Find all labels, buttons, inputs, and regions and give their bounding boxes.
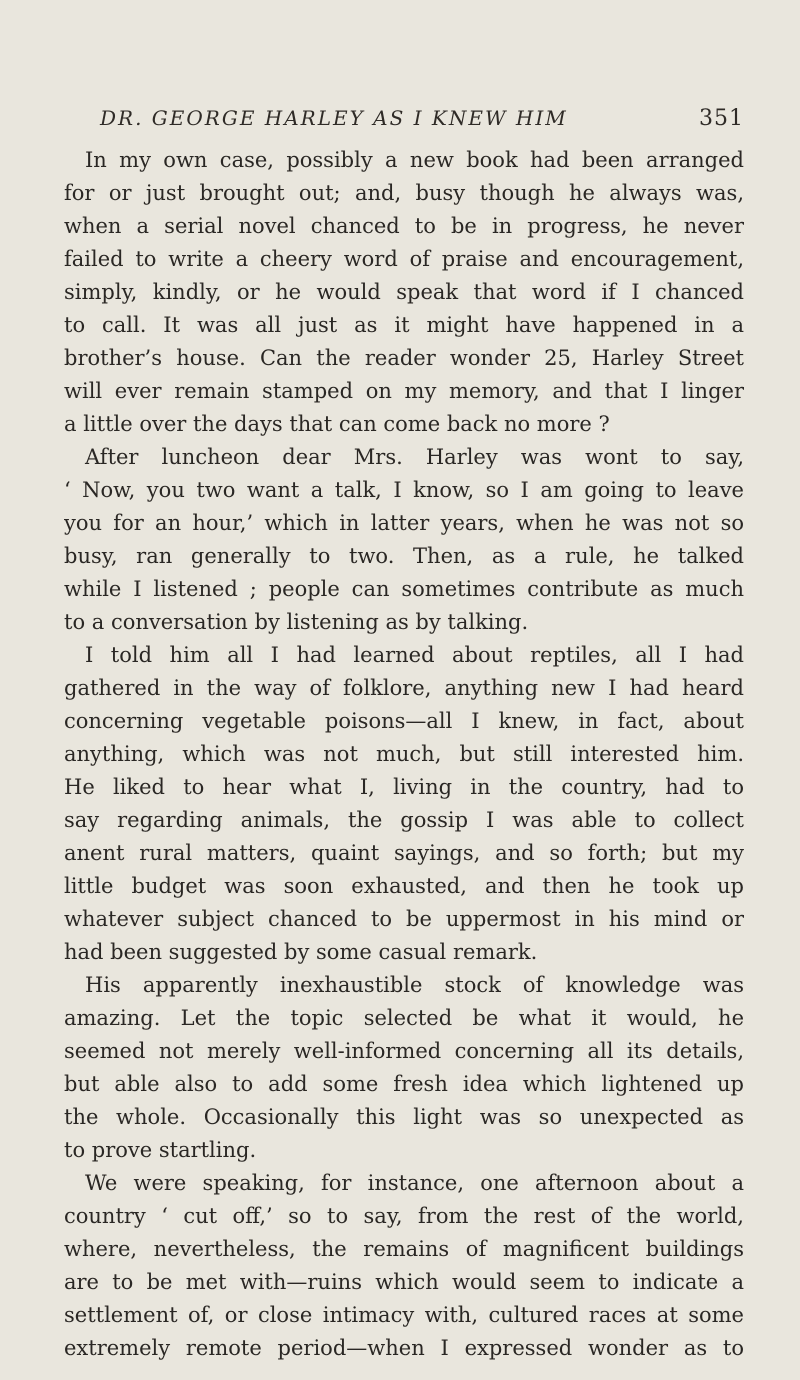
- text-line: little budget was soon exhausted, and then he took up: [64, 874, 744, 898]
- text-line: while I listened ; people can sometimes contribute as much: [64, 577, 744, 601]
- text-line: had been suggested by some casual remark.: [64, 940, 538, 964]
- text-line: you for an hour,’ which in latter years, when he was not so: [64, 511, 744, 535]
- text-line: simply, kindly, or he would speak that word if I chanced: [64, 280, 744, 304]
- running-title: DR. GEORGE HARLEY AS I KNEW HIM: [100, 106, 568, 130]
- text-line: anything, which was not much, but still interested him.: [64, 742, 744, 766]
- text-line: where, nevertheless, the remains of magnificent buildings: [64, 1237, 744, 1261]
- body-text: [64, 144, 744, 1365]
- text-line: settlement of, or close intimacy with, cultured races at some: [64, 1303, 744, 1327]
- text-line: brother’s house. Can the reader wonder 25, Harley Street: [64, 346, 744, 370]
- text-line: In my own case, possibly a new book had been arranged: [85, 148, 744, 172]
- page-number: 351: [699, 106, 744, 131]
- text-line: concerning vegetable poisons—all I knew, in fact, about: [64, 709, 744, 733]
- text-line: He liked to hear what I, living in the country, had to: [64, 775, 744, 799]
- text-line: a little over the days that can come back no more ?: [64, 412, 610, 436]
- text-line: but able also to add some fresh idea which lightened up: [64, 1072, 744, 1096]
- text-line: anent rural matters, quaint sayings, and so forth; but my: [64, 841, 744, 865]
- text-line: failed to write a cheery word of praise and encouragement,: [64, 247, 744, 271]
- text-line: We were speaking, for instance, one afternoon about a: [85, 1171, 744, 1195]
- text-line: After luncheon dear Mrs. Harley was wont to say,: [85, 445, 744, 469]
- text-line: the whole. Occasionally this light was so unexpected as: [64, 1105, 744, 1129]
- running-head: [64, 106, 744, 138]
- text-line: ‘ Now, you two want a talk, I know, so I am going to leave: [64, 478, 744, 502]
- text-line: I told him all I had learned about reptiles, all I had: [85, 643, 744, 667]
- text-line: busy, ran generally to two. Then, as a rule, he talked: [64, 544, 744, 568]
- text-line: to call. It was all just as it might have happened in a: [64, 313, 744, 337]
- text-line: say regarding animals, the gossip I was able to collect: [64, 808, 744, 832]
- text-line: to a conversation by listening as by talking.: [64, 610, 529, 634]
- text-line: when a serial novel chanced to be in progress, he never: [64, 214, 744, 238]
- text-line: extremely remote period—when I expressed wonder as to: [64, 1336, 744, 1360]
- text-line: His apparently inexhaustible stock of knowledge was: [85, 973, 744, 997]
- text-line: country ‘ cut off,’ so to say, from the rest of the world,: [64, 1204, 744, 1228]
- text-line: are to be met with—ruins which would seem to indicate a: [64, 1270, 744, 1294]
- text-line: amazing. Let the topic selected be what it would, he: [64, 1006, 744, 1030]
- text-line: gathered in the way of folklore, anything new I had heard: [64, 676, 744, 700]
- text-line: to prove startling.: [64, 1138, 257, 1162]
- text-line: seemed not merely well-informed concerning all its details,: [64, 1039, 744, 1063]
- text-line: for or just brought out; and, busy though he always was,: [64, 181, 744, 205]
- text-line: will ever remain stamped on my memory, and that I linger: [64, 379, 744, 403]
- text-line: whatever subject chanced to be uppermost in his mind or: [64, 907, 744, 931]
